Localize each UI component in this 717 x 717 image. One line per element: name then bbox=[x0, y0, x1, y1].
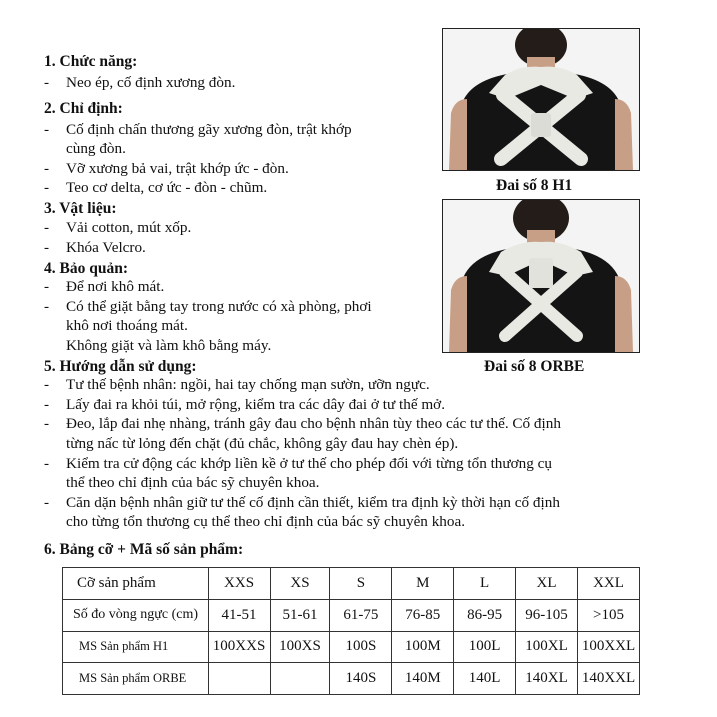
table-cell: XXL bbox=[577, 568, 639, 600]
table-cell: 51-61 bbox=[270, 599, 330, 631]
list-item: - Đeo, lắp đai nhẹ nhàng, tránh gây đau cho bệnh nhân tùy theo các tư thế. Cố định bbox=[44, 415, 561, 432]
product-photo-h1 bbox=[442, 28, 640, 171]
table-row bbox=[63, 631, 640, 663]
table-cell: 61-75 bbox=[330, 599, 392, 631]
size-table bbox=[62, 567, 640, 695]
table-cell: 86-95 bbox=[454, 599, 516, 631]
list-item: - Cố định chấn thương gãy xương đòn, trật khớp bbox=[44, 121, 352, 138]
table-cell: 100L bbox=[454, 631, 516, 663]
table-cell: 140XL bbox=[516, 663, 578, 695]
product-photo-orbe bbox=[442, 199, 640, 353]
photo-caption-orbe: Đai số 8 ORBE bbox=[484, 358, 585, 375]
table-cell: 140XXL bbox=[577, 663, 639, 695]
table-cell: >105 bbox=[577, 599, 639, 631]
table-cell: 140M bbox=[392, 663, 454, 695]
section-title-materials: 3. Vật liệu: bbox=[44, 200, 117, 217]
list-item-continuation: cho từng tổn thương cụ thể theo chỉ định của bác sỹ chuyên khoa. bbox=[66, 513, 466, 530]
section-title-function: 1. Chức năng: bbox=[44, 53, 138, 70]
list-item: - Để nơi khô mát. bbox=[44, 278, 165, 295]
list-item-continuation: Không giặt và làm khô bằng máy. bbox=[66, 337, 272, 354]
row-header: Cỡ sản phẩm bbox=[63, 568, 209, 600]
list-item: - Kiểm tra cử động các khớp liền kề ở tư thế cho phép đối với từng tổn thương cụ bbox=[44, 455, 552, 472]
table-cell: 100XXL bbox=[577, 631, 639, 663]
row-header: MS Sản phẩm ORBE bbox=[63, 663, 209, 695]
list-item: - Teo cơ delta, cơ ức - đòn - chũm. bbox=[44, 179, 268, 196]
list-item-continuation: cùng đòn. bbox=[66, 140, 126, 157]
table-cell: 100XL bbox=[516, 631, 578, 663]
table-cell: 100XS bbox=[270, 631, 330, 663]
table-cell: S bbox=[330, 568, 392, 600]
section-title-size-table: 6. Bảng cỡ + Mã số sản phẩm: bbox=[44, 541, 244, 558]
table-cell: XS bbox=[270, 568, 330, 600]
list-item: - Tư thế bệnh nhân: ngồi, hai tay chống mạn sườn, ưỡn ngực. bbox=[44, 376, 430, 393]
table-cell bbox=[270, 663, 330, 695]
list-item-continuation: từng nấc từ lỏng đến chặt (đủ chắc, không gây đau hay chèn ép). bbox=[66, 435, 459, 452]
table-cell: 100S bbox=[330, 631, 392, 663]
table-cell: 100XXS bbox=[208, 631, 270, 663]
list-item: - Neo ép, cố định xương đòn. bbox=[44, 74, 236, 91]
row-header: Số đo vòng ngực (cm) bbox=[63, 599, 209, 631]
section-title-indications: 2. Chỉ định: bbox=[44, 100, 123, 117]
back-brace-illustration bbox=[443, 200, 639, 352]
table-cell: 140L bbox=[454, 663, 516, 695]
row-header: MS Sản phẩm H1 bbox=[63, 631, 209, 663]
table-cell: 76-85 bbox=[392, 599, 454, 631]
table-row bbox=[63, 568, 640, 600]
table-cell bbox=[208, 663, 270, 695]
photo-caption-h1: Đai số 8 H1 bbox=[496, 177, 573, 194]
section-title-storage: 4. Bảo quản: bbox=[44, 260, 128, 277]
list-item: - Có thể giặt bằng tay trong nước có xà phòng, phơi bbox=[44, 298, 372, 315]
table-cell: 96-105 bbox=[516, 599, 578, 631]
table-cell: 100M bbox=[392, 631, 454, 663]
list-item-continuation: khô nơi thoáng mát. bbox=[66, 317, 188, 334]
table-cell: M bbox=[392, 568, 454, 600]
table-cell: XL bbox=[516, 568, 578, 600]
list-item: - Khóa Velcro. bbox=[44, 239, 146, 256]
table-row bbox=[63, 663, 640, 695]
list-item-continuation: thể theo chỉ định của bác sỹ chuyên khoa. bbox=[66, 474, 320, 491]
section-title-instructions: 5. Hướng dẫn sử dụng: bbox=[44, 358, 197, 375]
list-item: - Vải cotton, mút xốp. bbox=[44, 219, 192, 236]
list-item: - Căn dặn bệnh nhân giữ tư thế cố định cần thiết, kiểm tra định kỳ thời hạn cố định bbox=[44, 494, 560, 511]
back-brace-illustration bbox=[443, 29, 639, 170]
table-cell: XXS bbox=[208, 568, 270, 600]
table-cell: L bbox=[454, 568, 516, 600]
table-row bbox=[63, 599, 640, 631]
table-cell: 41-51 bbox=[208, 599, 270, 631]
table-cell: 140S bbox=[330, 663, 392, 695]
list-item: - Lấy đai ra khỏi túi, mở rộng, kiểm tra các dây đai ở tư thế mở. bbox=[44, 396, 445, 413]
list-item: - Vỡ xương bả vai, trật khớp ức - đòn. bbox=[44, 160, 289, 177]
